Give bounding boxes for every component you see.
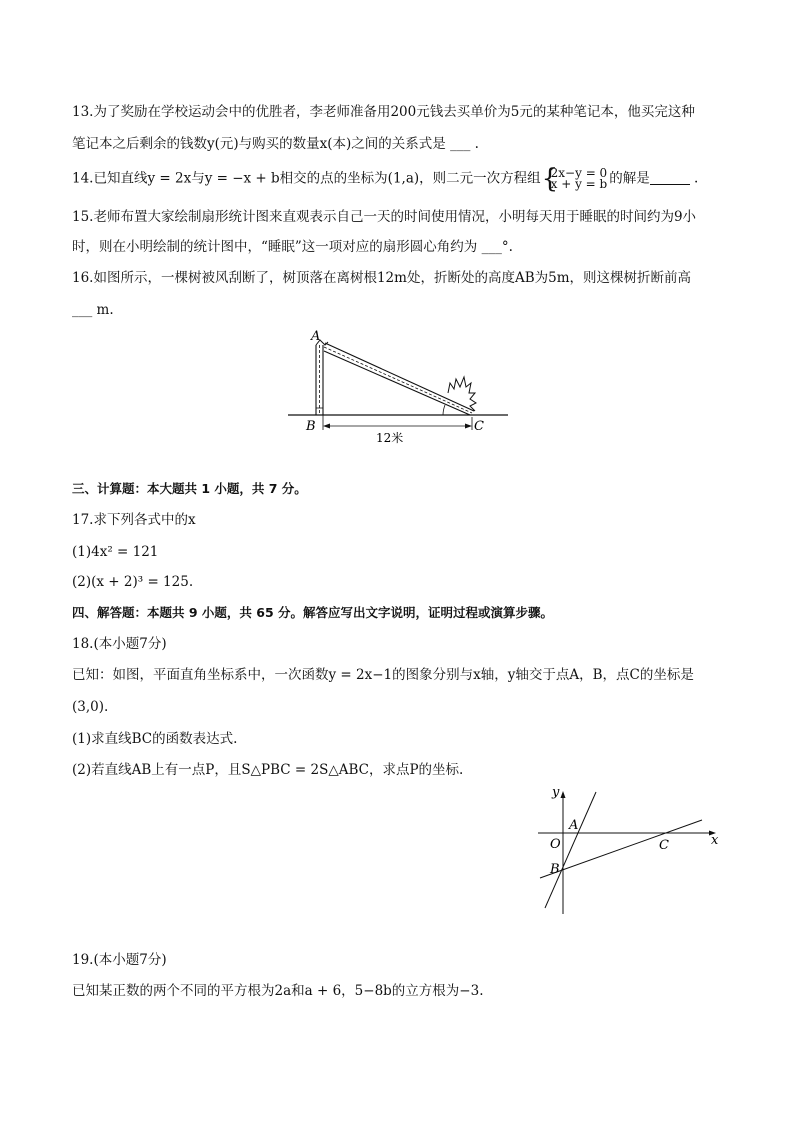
label-y: y (552, 785, 560, 800)
system-eq2: x + y = b (550, 177, 608, 191)
label-o: O (550, 837, 561, 852)
fallen-bottom-edge (324, 351, 470, 415)
label-b: B (306, 419, 316, 434)
q17-part1: (1)4x² = 121 (72, 544, 159, 560)
q15-line1: 15.老师布置大家绘制扇形统计图来直观表示自己一天的时间使用情况，小明每天用于睡眠的时间约为9小 (72, 209, 697, 225)
coordinate-figure (530, 780, 730, 920)
q14-suffix: 的解是 (609, 170, 650, 187)
arrow-left-icon (323, 424, 330, 429)
q17-part2: (2)(x + 2)³ = 125. (72, 574, 194, 590)
q17-title: 17.求下列各式中的x (72, 512, 196, 528)
section3-heading: 三、计算题：本大题共 1 小题，共 7 分。 (72, 481, 307, 496)
q19-line1: 已知某正数的两个不同的平方根为2a和a + 6，5−8b的立方根为−3. (72, 983, 484, 999)
label-c: C (659, 838, 669, 853)
label-b: B (550, 862, 560, 877)
label-a: A (311, 329, 321, 344)
y-axis-arrow-icon (561, 791, 566, 798)
q16-line1: 16.如图所示，一棵树被风刮断了，树顶落在离树根12m处，折断处的高度AB为5m，则这棵树折断前高 (72, 270, 692, 286)
q18-line1: 已知：如图，平面直角坐标系中，一次函数y = 2x−1的图象分别与x轴，y轴交于点A，B，点C的坐标是 (72, 667, 694, 683)
q13-line2: 笔记本之后剩余的钱数y(元)与购买的数量x(本)之间的关系式是 ___ . (72, 136, 479, 152)
q16-line2: ___ m. (72, 302, 114, 318)
q18-line2: (3,0). (72, 699, 109, 715)
q14-line (72, 164, 699, 194)
arrow-right-icon (465, 424, 472, 429)
label-x: x (711, 833, 719, 848)
q18-header: 18.(本小题7分) (72, 636, 167, 652)
brace-symbol: { (541, 164, 559, 194)
q18-part1: (1)求直线BC的函数表达式. (72, 731, 238, 747)
fallen-center-dash (324, 347, 472, 413)
answer-blank[interactable] (650, 170, 690, 185)
tree-figure (280, 325, 520, 450)
q14-end: . (689, 170, 699, 187)
line-bc (540, 820, 702, 878)
angle-arc (443, 405, 445, 415)
distance-label: 12米 (376, 431, 404, 445)
fallen-top-edge (325, 343, 474, 411)
q13-line1: 13.为了奖励在学校运动会中的优胜者，李老师准备用200元钱去买单价为5元的某种笔记本，他买完这种 (72, 104, 695, 120)
q18-part2: (2)若直线AB上有一点P，且S△PBC = 2S△ABC，求点P的坐标. (72, 762, 464, 778)
q14-prefix: 14.已知直线y = 2x与y = −x + b相交的点的坐标为(1,a)，则二元一次方程组 (72, 170, 541, 187)
section4-heading: 四、解答题：本题共 9 小题，共 65 分。解答应写出文字说明，证明过程或演算步骤。 (72, 605, 554, 620)
equation-system (541, 164, 608, 194)
system-eq1: 2x−y = 0 (550, 166, 608, 180)
q15-line2: 时，则在小明绘制的统计图中，“睡眠”这一项对应的扇形圆心角约为 ___°. (72, 239, 513, 255)
q19-header: 19.(本小题7分) (72, 952, 167, 968)
label-a: A (569, 818, 579, 833)
label-c: C (474, 419, 484, 434)
